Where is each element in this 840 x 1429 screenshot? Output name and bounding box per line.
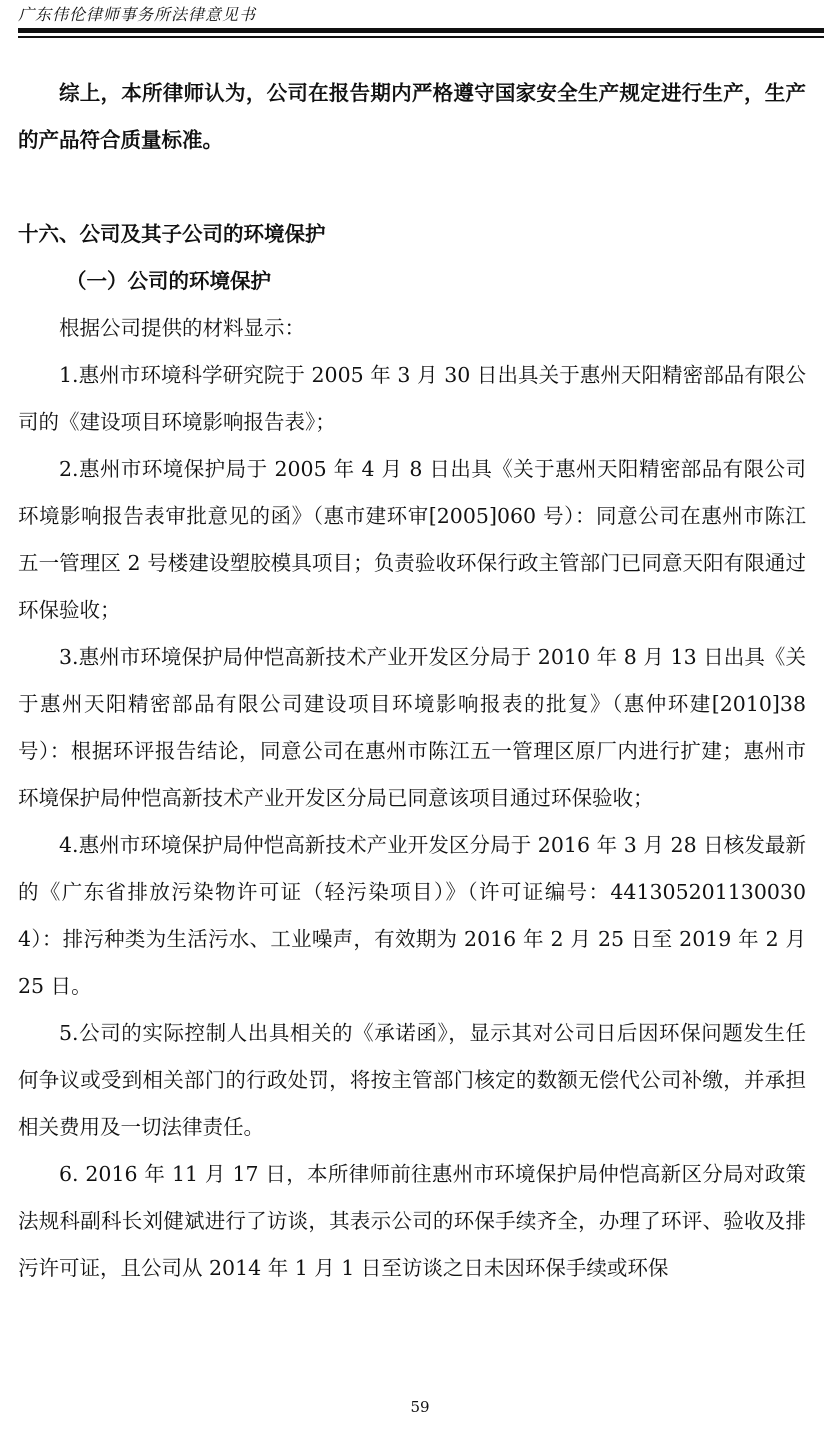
section-heading: 十六、公司及其子公司的环境保护 xyxy=(18,222,326,246)
conclusion-paragraph: 综上，本所律师认为，公司在报告期内严格遵守国家安全生产规定进行生产，生产的产品符合质量标准。 xyxy=(18,81,806,152)
list-item-1: 1.惠州市环境科学研究院于 2005 年 3 月 30 日出具关于惠州天阳精密部品有限公司的《建设项目环境影响报告表》； xyxy=(18,363,806,434)
header-rule-thin xyxy=(18,36,824,38)
header-rule-thick xyxy=(18,28,824,33)
list-item-5: 5.公司的实际控制人出具相关的《承诺函》，显示其对公司日后因环保问题发生任何争议或受到相关部门的行政处罚，将按主管部门核定的数额无偿代公司补缴，并承担相关费用及一切法律责任。 xyxy=(18,1021,806,1139)
subsection-heading: （一）公司的环境保护 xyxy=(66,269,271,293)
list-item-3: 3.惠州市环境保护局仲恺高新技术产业开发区分局于 2010 年 8 月 13 日出具《关于惠州天阳精密部品有限公司建设项目环境影响报表的批复》（惠仲环建[2010]38 号）：根据环评报告结论，同意公司在惠州市陈江五一管理区原厂内进行扩建；惠州市环境保护局仲恺高新技术产业开发区分局已同意该项目通过环保验收； xyxy=(18,645,806,810)
document-body xyxy=(18,70,806,1292)
list-item-4: 4.惠州市环境保护局仲恺高新技术产业开发区分局于 2016 年 3 月 28 日核发最新的《广东省排放污染物许可证（轻污染项目）》（许可证编号：4413052011300304）：排污种类为生活污水、工业噪声，有效期为 2016 年 2 月 25 日至 2019 年 2 月 25 日。 xyxy=(18,833,806,998)
page-number: 59 xyxy=(410,1398,430,1416)
list-item-6: 6. 2016 年 11 月 17 日，本所律师前往惠州市环境保护局仲恺高新区分局对政策法规科副科长刘健斌进行了访谈，其表示公司的环保手续齐全，办理了环评、验收及排污许可证，且公司从 2014 年 1 月 1 日至访谈之日未因环保手续或环保 xyxy=(18,1162,806,1280)
intro-paragraph: 根据公司提供的材料显示： xyxy=(59,316,305,340)
header-title: 广东伟伦律师事务所法律意见书 xyxy=(18,5,257,24)
list-item-2: 2.惠州市环境保护局于 2005 年 4 月 8 日出具《关于惠州天阳精密部品有限公司环境影响报告表审批意见的函》（惠市建环审[2005]060 号）：同意公司在惠州市陈江五一管理区 2 号楼建设塑胶模具项目；负责验收环保行政主管部门已同意天阳有限通过环保验收； xyxy=(18,457,806,622)
page-header xyxy=(18,4,824,26)
